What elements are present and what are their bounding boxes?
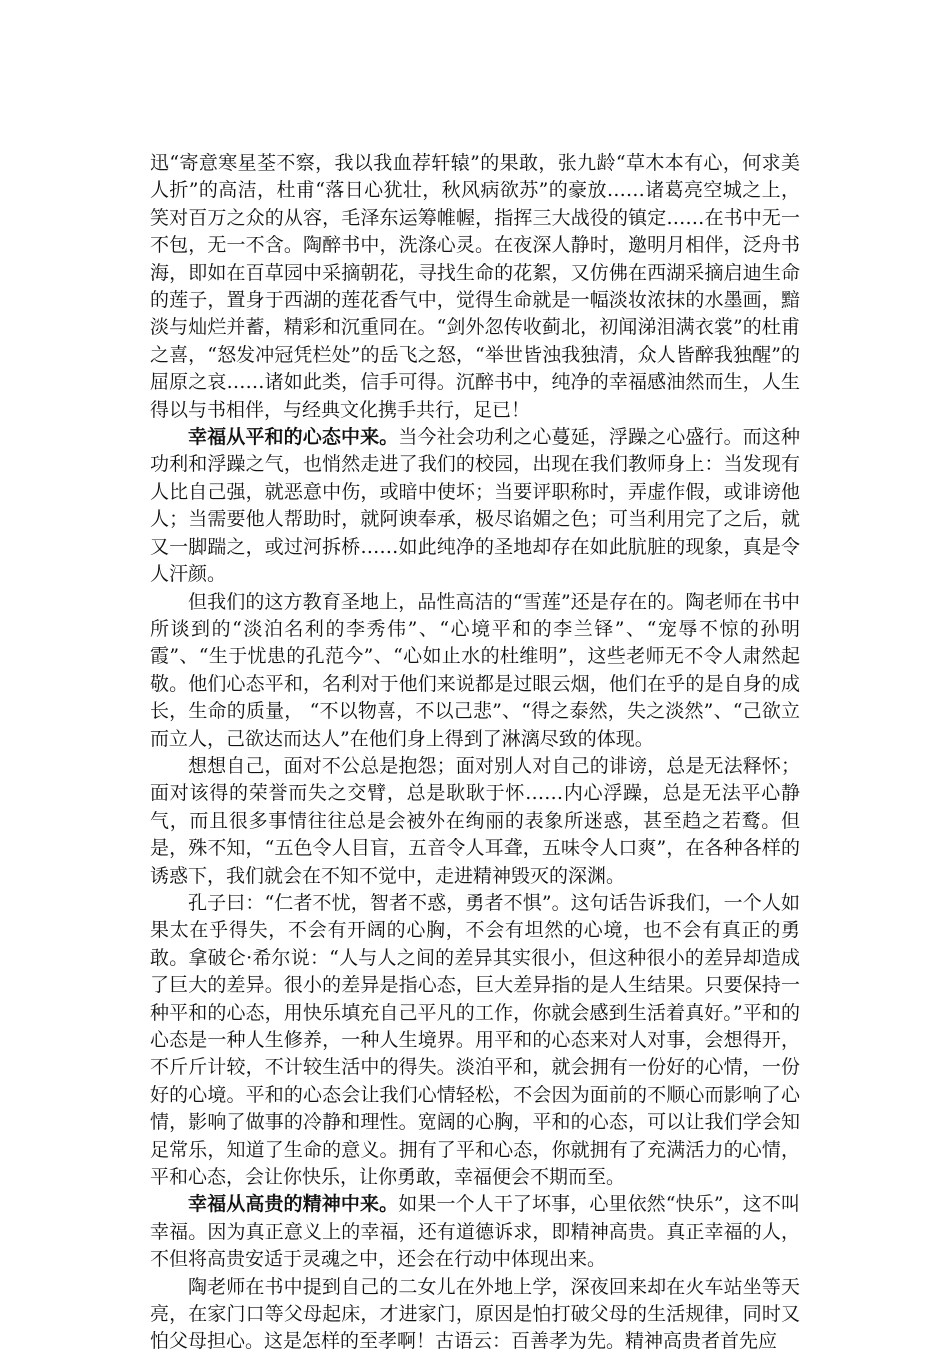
paragraph-5-text: 孔子曰：“仁者不忧，智者不惑，勇者不惧”。这句话告诉我们，一个人如果太在乎得失，不会有开阔的心胸，不会有坦然的心境，也不会有真正的勇敢。拿破仑·希尔说：“人与人之间的差异其实很小，但这种很小的差异却造成了巨大的差异。很小的差异是指心态，巨大差异指的是人生结果。只要保持一种平和的心态，用快乐填充自己平凡的工作，你就会感到生活着真好。”平和的心态是一种人生修养，一种人生境界。用平和的心态来对人对事，会想得开，不斤斤计较，不计较生活中的得失。淡泊平和，就会拥有一份好的心情，一份好的心境。平和的心态会让我们心情轻松，不会因为面前的不顺心而影响了心情，影响了做事的冷静和理性。宽阔的心胸，平和的心态，可以让我们学会知足常乐，知道了生命的意义。拥有了平和心态，你就拥有了充满活力的心情，平和心态，会让你快乐，让你勇敢，幸福便会不期而至。 [150,891,800,1189]
paragraph-2-text: 当今社会功利之心蔓延，浮躁之心盛行。而这种功利和浮躁之气，也悄然走进了我们的校园，出现在我们教师身上：当发现有人比自己强，就恶意中伤，或暗中使坏；当要评职称时，弄虚作假，或诽谤他人；当需要他人帮助时，就阿谀奉承，极尽谄媚之色；可当利用完了之后，就又一脚踹之，或过河拆桥……如此纯净的圣地却存在如此肮脏的现象，真是令人汗颜。 [150,426,800,586]
paragraph-1-text: 迅“寄意寒星荃不察，我以我血荐轩辕”的果敢，张九龄“草木本有心，何求美人折”的高洁，杜甫“落日心犹壮，秋风病欲苏”的豪放……诸葛亮空城之上，笑对百万之众的从容，毛泽东运筹帷幄，指挥三大战役的镇定……在书中无一不包，无一不含。陶醉书中，洗涤心灵。在夜深人静时，邀明月相伴，泛舟书海，即如在百草园中采摘朝花，寻找生命的花絮，又仿佛在西湖采摘启迪生命的莲子，置身于西湖的莲花香气中，觉得生命就是一幅淡妆浓抹的水墨画，黯淡与灿烂并蓄，精彩和沉重同在。“剑外忽传收蓟北，初闻涕泪满衣裳”的杜甫之喜，“怒发冲冠凭栏处”的岳飞之怒，“举世皆浊我独清，众人皆醉我独醒”的屈原之哀……诸如此类，信手可得。沉醉书中，纯净的幸福感油然而生，人生得以与书相伴，与经典文化携手共行，足已！ [150,152,800,421]
paragraph-5 [150,890,800,1191]
paragraph-3 [150,589,800,753]
paragraph-3-text: 但我们的这方教育圣地上，品性高洁的“雪莲”还是存在的。陶老师在书中所谈到的“淡泊名利的李秀伟”、“心境平和的李兰铎”、“宠辱不惊的孙明霞”、“生于忧患的孔范今”、“心如止水的杜维明”，这些老师无不令人肃然起敬。他们心态平和，名利对于他们来说都是过眼云烟，他们在乎的是自身的成长，生命的质量， “不以物喜，不以己悲”、“得之泰然，失之淡然”、“己欲立而立人，己欲达而达人”在他们身上得到了淋漓尽致的体现。 [150,590,800,750]
paragraph-4 [150,753,800,890]
paragraph-1 [150,150,800,424]
paragraph-7-text: 陶老师在书中提到自己的二女儿在外地上学，深夜回来却在火车站坐等天亮，在家门口等父母起床，才进家门，原因是怕打破父母的生活规律，同时又怕父母担心。这是怎样的至孝啊！古语云：百善孝为先。精神高贵者首先应 [150,1275,800,1353]
paragraph-2 [150,424,800,588]
document-page [150,150,800,1356]
paragraph-2-heading: 幸福从平和的心态中来。 [188,426,399,449]
paragraph-6-text: 如果一个人干了坏事，心里依然“快乐”，这不叫幸福。因为真正意义上的幸福，还有道德诉求，即精神高贵。真正幸福的人，不但将高贵安适于灵魂之中，还会在行动中体现出来。 [150,1193,800,1271]
paragraph-6-heading: 幸福从高贵的精神中来。 [188,1193,399,1216]
paragraph-4-text: 想想自己，面对不公总是抱怨；面对别人对自己的诽谤，总是无法释怀；面对该得的荣誉而失之交臂，总是耿耿于怀……内心浮躁，总是无法平心静气，而且很多事情往往总是会被外在绚丽的表象所迷惑，甚至趋之若鹜。但是，殊不知，“五色令人目盲，五音令人耳聋，五味令人口爽”，在各种各样的诱惑下，我们就会在不知不觉中，走进精神毁灭的深渊。 [150,754,800,887]
paragraph-6 [150,1191,800,1273]
